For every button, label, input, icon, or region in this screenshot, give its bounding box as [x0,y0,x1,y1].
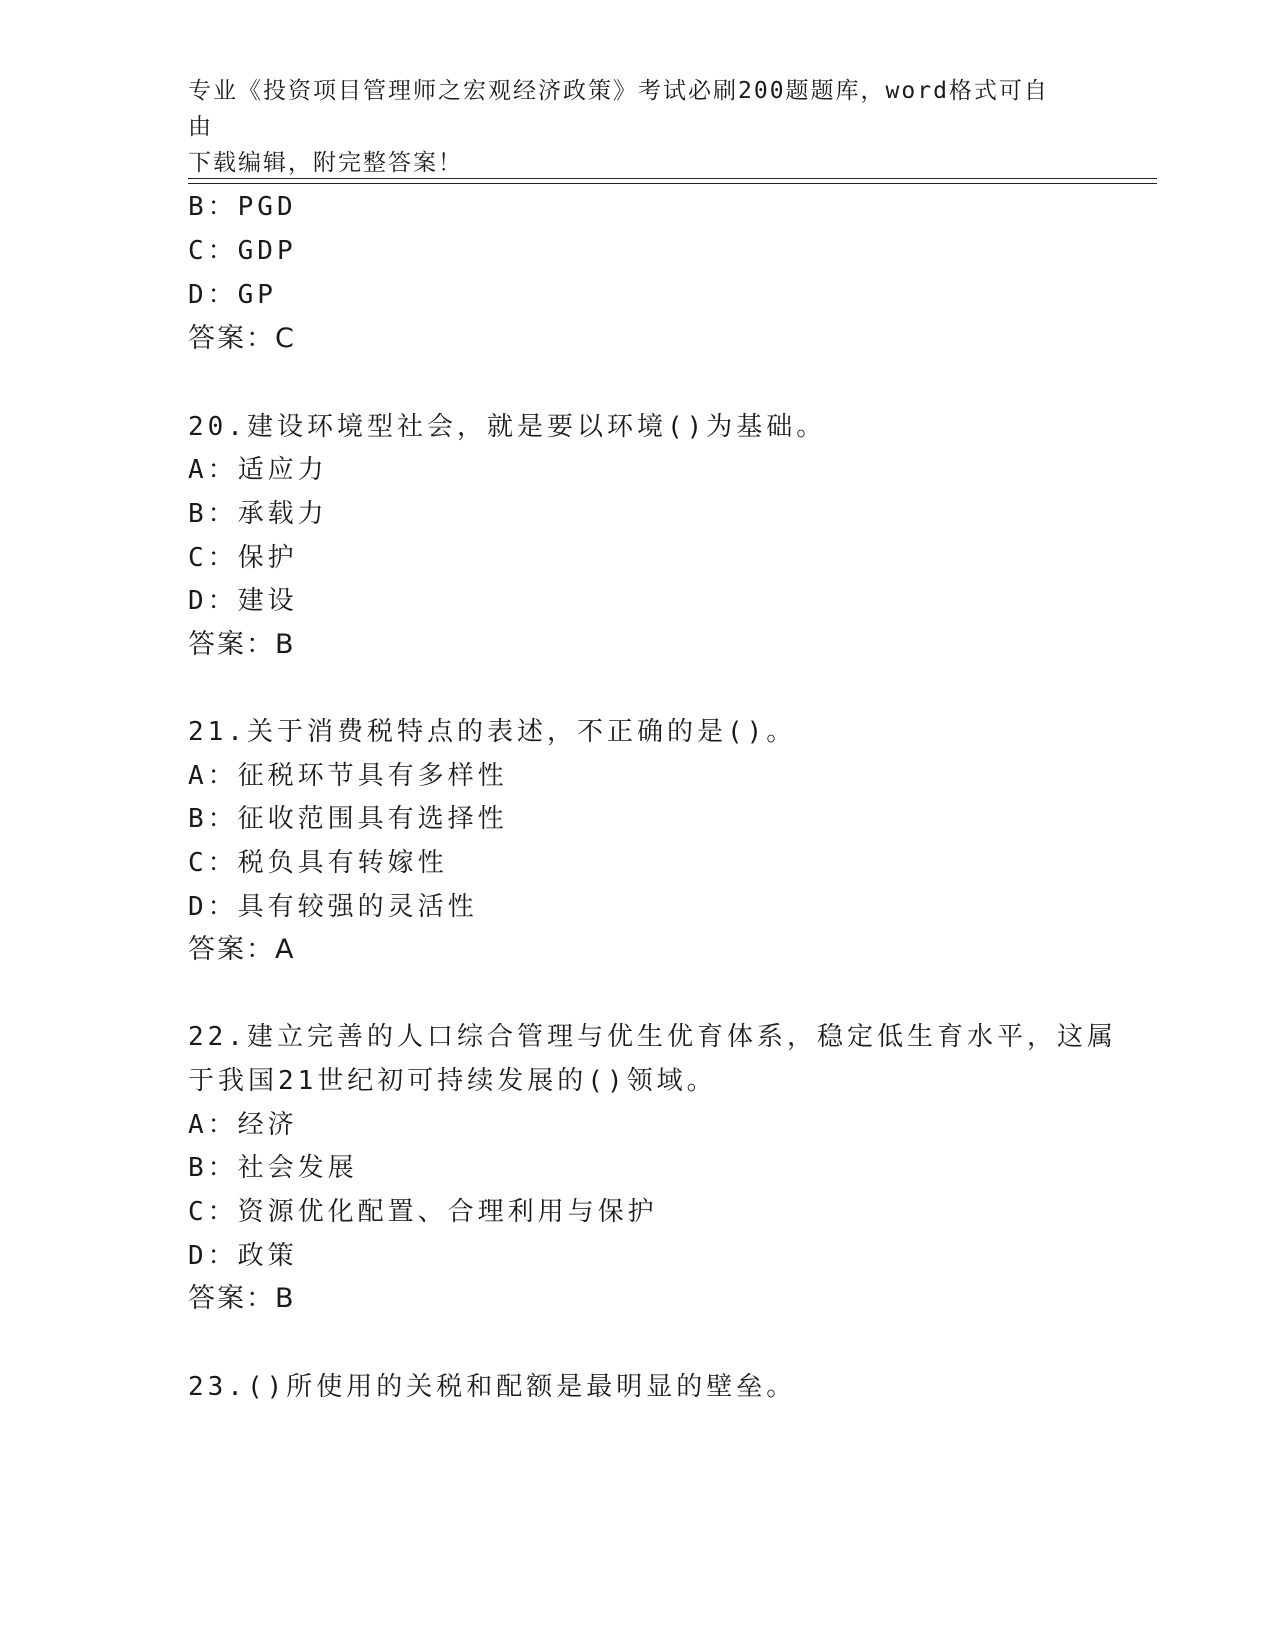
option-b: B：承载力 [188,499,328,529]
answer: 答案：A [188,934,296,965]
option-d: D：具有较强的灵活性 [188,892,478,922]
option-a: A：经济 [188,1110,298,1140]
header-line-2: 下载编辑，附完整答案！ [188,150,463,176]
option-c: C：资源优化配置、合理利用与保护 [188,1197,658,1227]
option-b: B：社会发展 [188,1153,358,1183]
option-d: D：建设 [188,586,298,616]
option-c: C：税负具有转嫁性 [188,848,448,878]
option-c: C：GDP [188,236,297,266]
option-a: A：适应力 [188,455,328,485]
question-stem-line-2: 于我国21世纪初可持续发展的()领域。 [188,1066,717,1096]
answer: 答案：C [188,323,296,354]
question-stem: 23.()所使用的关税和配额是最明显的壁垒。 [188,1372,797,1402]
option-c: C：保护 [188,543,298,573]
answer: 答案：B [188,629,296,660]
answer: 答案：B [188,1283,296,1314]
header-line-1: 专业《投资项目管理师之宏观经济政策》考试必刷200题题库，word格式可自由 [188,78,1049,140]
document-header [188,73,1068,181]
option-d: D：政策 [188,1241,298,1271]
option-b: B：PGD [188,192,297,222]
header-rule-top [188,178,1157,179]
option-d: D：GP [188,280,277,310]
question-stem: 20.建设环境型社会，就是要以环境()为基础。 [188,412,827,442]
option-a: A：征税环节具有多样性 [188,761,508,791]
header-rule-bottom [188,183,1157,184]
question-stem-line-1: 22.建立完善的人口综合管理与优生优育体系，稳定低生育水平，这属 [188,1022,1117,1052]
option-b: B：征收范围具有选择性 [188,804,508,834]
question-stem: 21.关于消费税特点的表述，不正确的是()。 [188,717,797,747]
